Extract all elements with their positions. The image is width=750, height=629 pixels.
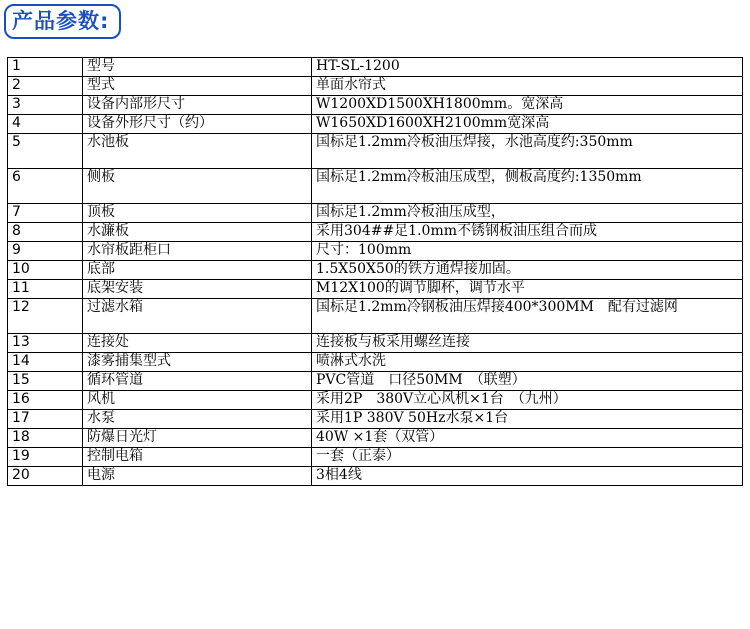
table-row [8, 96, 743, 115]
param-name: 防爆日光灯 [83, 429, 312, 448]
param-name: 侧板 [83, 169, 312, 204]
param-value: HT-SL-1200 [312, 58, 743, 77]
spec-table [7, 57, 743, 486]
table-row [8, 261, 743, 280]
table-row [8, 429, 743, 448]
table-row [8, 134, 743, 169]
page-title: 产品参数: [4, 4, 121, 39]
table-row [8, 299, 743, 334]
row-number: 15 [8, 372, 83, 391]
table-row [8, 467, 743, 486]
row-number: 4 [8, 115, 83, 134]
param-name: 顶板 [83, 204, 312, 223]
param-name: 设备外形尺寸（约） [83, 115, 312, 134]
param-value: 连接板与板采用螺丝连接 [312, 334, 743, 353]
row-number: 7 [8, 204, 83, 223]
param-name: 控制电箱 [83, 448, 312, 467]
param-name: 水池板 [83, 134, 312, 169]
param-value: 喷淋式水洗 [312, 353, 743, 372]
row-number: 14 [8, 353, 83, 372]
table-row [8, 58, 743, 77]
param-name: 过滤水箱 [83, 299, 312, 334]
table-row [8, 204, 743, 223]
table-row [8, 353, 743, 372]
param-value: 尺寸：100mm [312, 242, 743, 261]
table-row [8, 115, 743, 134]
param-value: 1.5X50X50的铁方通焊接加固。 [312, 261, 743, 280]
row-number: 18 [8, 429, 83, 448]
row-number: 19 [8, 448, 83, 467]
param-value: 采用2P 380V立心风机×1台 （九州） [312, 391, 743, 410]
table-row [8, 334, 743, 353]
row-number: 17 [8, 410, 83, 429]
param-name: 底架安装 [83, 280, 312, 299]
row-number: 1 [8, 58, 83, 77]
table-row [8, 410, 743, 429]
param-name: 连接处 [83, 334, 312, 353]
row-number: 12 [8, 299, 83, 334]
param-name: 水帘板距柜口 [83, 242, 312, 261]
table-row [8, 372, 743, 391]
param-value: 采用304##足1.0mm不锈钢板油压组合而成 [312, 223, 743, 242]
param-name: 水濂板 [83, 223, 312, 242]
table-row [8, 169, 743, 204]
param-value: PVC管道 口径50MM （联塑） [312, 372, 743, 391]
param-value: 3相4线 [312, 467, 743, 486]
param-name: 漆雾捕集型式 [83, 353, 312, 372]
param-name: 循环管道 [83, 372, 312, 391]
row-number: 20 [8, 467, 83, 486]
table-row [8, 280, 743, 299]
table-row [8, 77, 743, 96]
row-number: 5 [8, 134, 83, 169]
param-name: 设备内部形尺寸 [83, 96, 312, 115]
param-name: 型号 [83, 58, 312, 77]
row-number: 8 [8, 223, 83, 242]
param-value: 单面水帘式 [312, 77, 743, 96]
param-value: M12X100的调节脚杯，调节水平 [312, 280, 743, 299]
table-row [8, 391, 743, 410]
param-name: 风机 [83, 391, 312, 410]
param-value: 国标足1.2mm冷板油压焊接，水池高度约:350mm [312, 134, 743, 169]
row-number: 6 [8, 169, 83, 204]
row-number: 16 [8, 391, 83, 410]
row-number: 10 [8, 261, 83, 280]
param-name: 型式 [83, 77, 312, 96]
param-value: 一套（正泰） [312, 448, 743, 467]
param-value: 采用1P 380V 50Hz水泵×1台 [312, 410, 743, 429]
row-number: 3 [8, 96, 83, 115]
param-value: W1200XD1500XH1800mm。宽深高 [312, 96, 743, 115]
param-name: 底部 [83, 261, 312, 280]
param-name: 水泵 [83, 410, 312, 429]
table-row [8, 223, 743, 242]
param-value: 国标足1.2mm冷板油压成型， [312, 204, 743, 223]
row-number: 13 [8, 334, 83, 353]
param-value: 国标足1.2mm冷板油压成型，侧板高度约:1350mm [312, 169, 743, 204]
param-name: 电源 [83, 467, 312, 486]
row-number: 11 [8, 280, 83, 299]
table-row [8, 242, 743, 261]
row-number: 9 [8, 242, 83, 261]
table-row [8, 448, 743, 467]
param-value: 国标足1.2mm冷钢板油压焊接400*300MM 配有过滤网 [312, 299, 743, 334]
param-value: 40W ×1套（双管） [312, 429, 743, 448]
title-container [4, 4, 164, 40]
param-value: W1650XD1600XH2100mm宽深高 [312, 115, 743, 134]
row-number: 2 [8, 77, 83, 96]
